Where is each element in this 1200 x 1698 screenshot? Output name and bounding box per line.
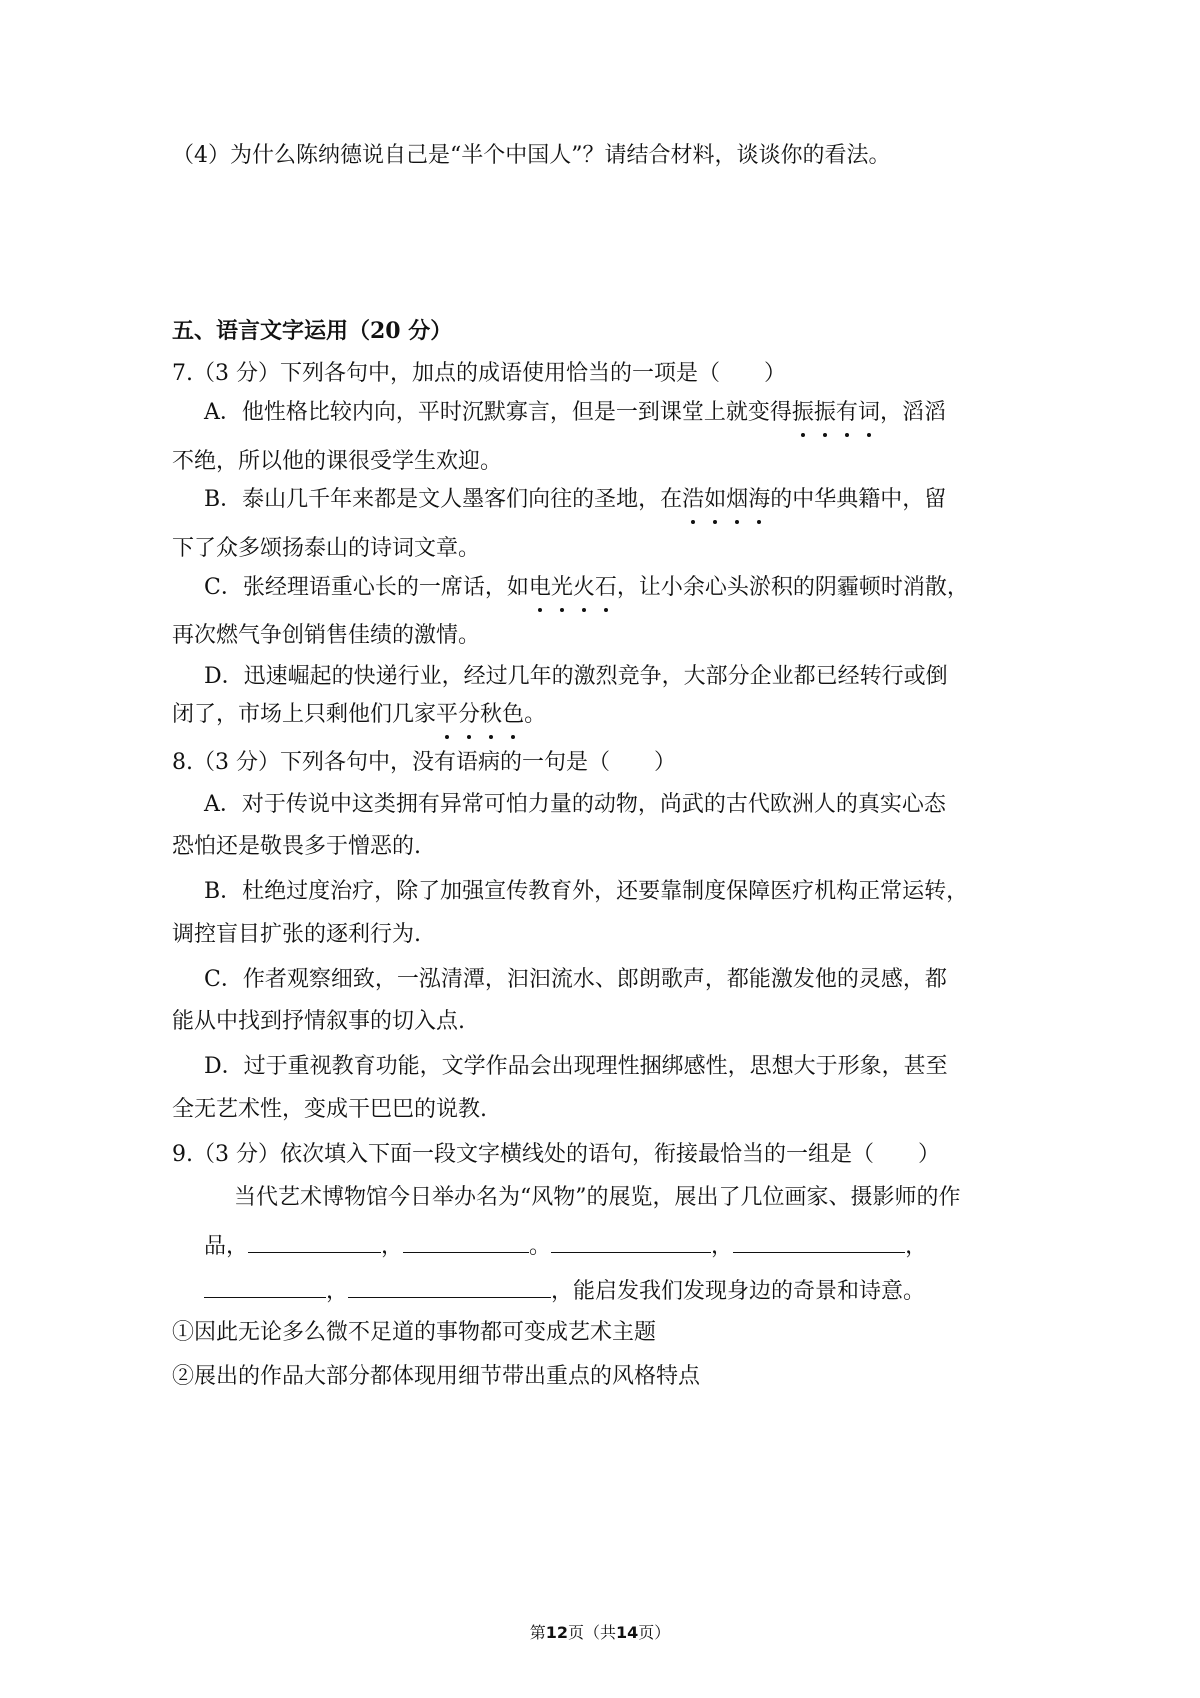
option-d-text-line1: D．迅速崛起的快递行业，经过几年的激烈竞争，大部分企业都已经转行或倒	[204, 664, 948, 689]
question-8-option-a	[204, 790, 946, 820]
question-9-passage-line2	[204, 1230, 927, 1262]
dotted-char: 电	[529, 573, 551, 603]
dotted-char: 如	[704, 485, 726, 515]
question-7-option-c	[204, 573, 969, 603]
question-9-stem-text: 9.（3 分）依次填入下面一段文字横线处的语句，衔接最恰当的一组是（ ）	[172, 1142, 940, 1167]
dotted-char: 浩	[682, 485, 704, 515]
option-c-text-post: ，让小余心头淤积的阴霾顿时消散，	[616, 575, 969, 600]
q8-option-d-line2: 全无艺术性，变成干巴巴的说教.	[172, 1097, 487, 1122]
section-title	[172, 316, 452, 346]
footer-text: 第	[529, 1623, 546, 1642]
q8-option-c-line2: 能从中找到抒情叙事的切入点.	[172, 1009, 465, 1034]
dotted-char: 烟	[726, 485, 748, 515]
q8-option-b-line2: 调控盲目扩张的逐利行为.	[172, 922, 421, 947]
dotted-char: 振	[792, 398, 814, 428]
question-7-stem-text: 7.（3 分）下列各句中，加点的成语使用恰当的一项是（ ）	[172, 361, 786, 386]
dotted-char: 石	[595, 573, 617, 603]
footer-text: 页（共	[567, 1623, 616, 1642]
fill-blank	[348, 1275, 551, 1298]
q8-option-a-line1: A．对于传说中这类拥有异常可怕力量的动物，尚武的古代欧洲人的真实心态	[204, 792, 946, 817]
question-8-option-c-line2	[172, 1007, 465, 1037]
question-4	[172, 141, 891, 171]
question-9-stem	[172, 1140, 940, 1170]
option-a-text-line2: 不绝，所以他的课很受学生欢迎。	[172, 449, 503, 474]
option-a-text-post: ，滔滔	[879, 400, 946, 425]
total-pages: 14	[616, 1623, 639, 1642]
question-9-option-1	[172, 1318, 656, 1348]
question-9-option-2	[172, 1362, 700, 1392]
question-8-stem	[172, 748, 676, 778]
question-8-option-c	[204, 965, 947, 995]
question-4-text: （4）为什么陈纳德说自己是“半个中国人”？请结合材料，谈谈你的看法。	[172, 143, 891, 168]
dotted-char: 色	[502, 700, 524, 730]
dotted-char: 秋	[480, 700, 502, 730]
question-7-option-a-line2	[172, 447, 502, 477]
question-7-option-b-line2	[172, 534, 480, 564]
dotted-char: 平	[436, 700, 458, 730]
question-7-stem	[172, 359, 786, 389]
question-7-option-a	[204, 398, 946, 428]
fill-blank	[403, 1230, 529, 1253]
fill-blank	[248, 1230, 381, 1253]
q9-passage-text: 当代艺术博物馆今日举办名为“风物”的展览，展出了几位画家、摄影师的作	[234, 1185, 961, 1210]
option-b-text-post: 的中华典籍中，留	[770, 487, 947, 512]
dotted-char: 光	[551, 573, 573, 603]
question-7-option-d-line2	[172, 700, 546, 730]
dotted-char: 海	[748, 485, 770, 515]
page-number: 12	[545, 1623, 568, 1642]
option-c-text-pre: C．张经理语重心长的一席话，如	[204, 575, 529, 600]
q9-comma: ，	[381, 1234, 404, 1259]
question-8-option-b-line2	[172, 920, 421, 950]
q8-option-d-line1: D．过于重视教育功能，文学作品会出现理性捆绑感性，思想大于形象，甚至	[204, 1054, 948, 1079]
q9-comma: ，	[326, 1279, 349, 1304]
question-9-passage-line1	[234, 1183, 961, 1213]
option-c-text-line2: 再次燃气争创销售佳绩的激情。	[172, 623, 481, 648]
page-footer	[0, 1622, 1200, 1644]
q9-passage-text-2: 品，	[204, 1234, 249, 1259]
dotted-char: 分	[458, 700, 480, 730]
q9-passage-tail: ，能启发我们发现身边的奇景和诗意。	[551, 1279, 926, 1304]
q9-option-2-text: ②展出的作品大部分都体现用细节带出重点的风格特点	[172, 1364, 701, 1389]
q9-comma: ，	[905, 1234, 928, 1259]
option-d-text-post: 。	[524, 702, 547, 727]
dotted-char: 振	[814, 398, 836, 428]
question-7-option-d	[204, 662, 948, 692]
dotted-char: 有	[836, 398, 858, 428]
dotted-char: 火	[573, 573, 595, 603]
footer-text: 页）	[638, 1623, 671, 1642]
q9-comma: ，	[711, 1234, 734, 1259]
question-8-option-d	[204, 1052, 948, 1082]
option-d-text-pre: 闭了，市场上只剩他们几家	[172, 702, 437, 727]
q8-option-c-line1: C．作者观察细致，一泓清潭，汩汩流水、郎朗歌声，都能激发他的灵感，都	[204, 967, 947, 992]
fill-blank	[551, 1230, 711, 1253]
fill-blank	[204, 1275, 326, 1298]
question-8-option-d-line2	[172, 1095, 487, 1125]
section-title-text: 五、语言文字运用（20 分）	[172, 318, 453, 344]
q9-period: 。	[529, 1234, 552, 1259]
question-8-option-b	[204, 877, 968, 907]
dotted-char: 词	[858, 398, 880, 428]
question-7-option-b	[204, 485, 946, 515]
q8-option-b-line1: B．杜绝过度治疗，除了加强宣传教育外，还要靠制度保障医疗机构正常运转，	[204, 879, 969, 904]
option-a-text-pre: A．他性格比较内向，平时沉默寡言，但是一到课堂上就变得	[204, 400, 792, 425]
option-b-text-line2: 下了众多颂扬泰山的诗词文章。	[172, 536, 481, 561]
q9-option-1-text: ①因此无论多么微不足道的事物都可变成艺术主题	[172, 1320, 657, 1345]
q8-option-a-line2: 恐怕还是敬畏多于憎恶的.	[172, 834, 421, 859]
question-8-option-a-line2	[172, 832, 421, 862]
question-8-stem-text: 8.（3 分）下列各句中，没有语病的一句是（ ）	[172, 750, 676, 775]
question-9-passage-line3	[204, 1275, 925, 1307]
question-7-option-c-line2	[172, 621, 480, 651]
option-b-text-pre: B．泰山几千年来都是文人墨客们向往的圣地，在	[204, 487, 683, 512]
fill-blank	[733, 1230, 905, 1253]
